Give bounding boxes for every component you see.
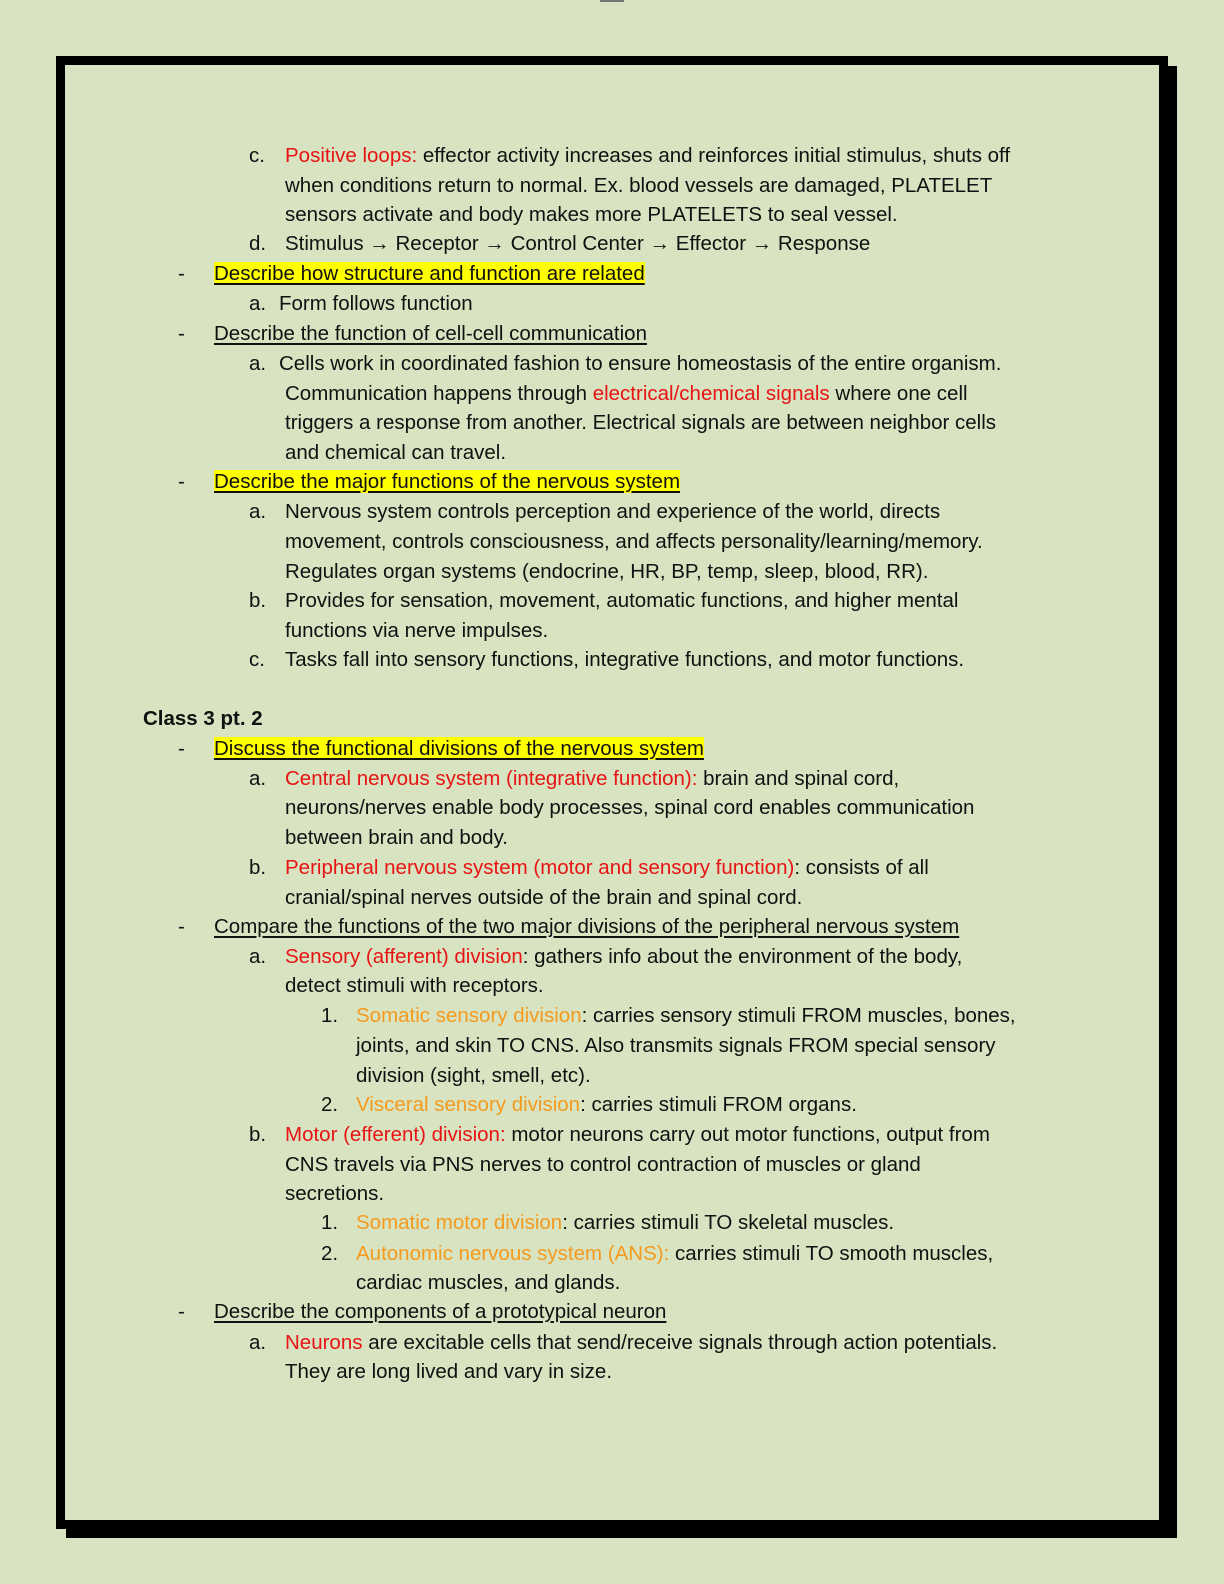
list-item-line: Nervous system controls perception and experience of the world, directs xyxy=(285,500,941,523)
list-marker: 2. xyxy=(321,1242,339,1265)
list-item-line: Motor (efferent) division: motor neurons carry out motor functions, output from xyxy=(285,1123,990,1146)
list-item-line: division (sight, smell, etc). xyxy=(356,1064,591,1087)
list-item-line: Provides for sensation, movement, automatic functions, and higher mental xyxy=(285,589,959,612)
list-item-line: Regulates organ systems (endocrine, HR, BP, temp, sleep, blood, RR). xyxy=(285,560,929,583)
list-marker: 2. xyxy=(321,1093,339,1116)
list-item-line: Somatic sensory division: carries sensory stimuli FROM muscles, bones, xyxy=(356,1004,1016,1027)
list-item-line: triggers a response from another. Electrical signals are between neighbor cells xyxy=(285,411,997,434)
section-heading: Describe the function of cell-cell communication xyxy=(214,322,647,345)
list-item-line: Positive loops: effector activity increases and reinforces initial stimulus, shuts off xyxy=(285,144,1011,167)
list-marker: 1. xyxy=(321,1004,339,1027)
list-item-line: Peripheral nervous system (motor and sensory function): consists of all xyxy=(285,856,929,879)
list-item-line: between brain and body. xyxy=(285,826,509,849)
list-item-line: Somatic motor division: carries stimuli TO skeletal muscles. xyxy=(356,1211,895,1234)
list-marker: a. xyxy=(249,1331,267,1354)
list-marker: a. xyxy=(249,500,267,523)
section-heading: Discuss the functional divisions of the nervous system xyxy=(214,737,704,760)
term: Neurons xyxy=(285,1331,363,1354)
dash-bullet: - xyxy=(178,1300,185,1323)
term: Motor (efferent) division: xyxy=(285,1123,506,1146)
list-item-line: Autonomic nervous system (ANS): carries stimuli TO smooth muscles, xyxy=(356,1242,994,1265)
list-item-line: secretions. xyxy=(285,1182,385,1205)
list-marker: b. xyxy=(249,589,267,612)
dash-bullet: - xyxy=(178,322,185,345)
list-item-line: neurons/nerves enable body processes, spinal cord enables communication xyxy=(285,796,975,819)
list-marker: d. xyxy=(249,232,267,255)
term: Somatic motor division xyxy=(356,1211,563,1234)
list-item-line: cardiac muscles, and glands. xyxy=(356,1271,621,1294)
list-item-line: Central nervous system (integrative function): brain and spinal cord, xyxy=(285,767,900,790)
class-heading: Class 3 pt. 2 xyxy=(143,707,263,730)
list-marker: a. xyxy=(249,292,267,315)
list-item-line: when conditions return to normal. Ex. blood vessels are damaged, PLATELET xyxy=(285,174,993,197)
dash-bullet: - xyxy=(178,262,185,285)
list-item-line: detect stimuli with receptors. xyxy=(285,974,544,997)
section-heading: Describe the components of a prototypical neuron xyxy=(214,1300,667,1323)
list-marker: a. xyxy=(249,767,267,790)
list-marker: b. xyxy=(249,856,267,879)
list-marker: c. xyxy=(249,648,265,671)
list-item-line: cranial/spinal nerves outside of the brain and spinal cord. xyxy=(285,886,803,909)
term: Sensory (afferent) division xyxy=(285,945,523,968)
list-marker: a. xyxy=(249,352,267,375)
list-item-line: Stimulus → Receptor → Control Center → Effector → Response xyxy=(285,232,871,255)
section-heading: Compare the functions of the two major divisions of the peripheral nervous system xyxy=(214,915,960,938)
list-item-line: sensors activate and body makes more PLATELETS to seal vessel. xyxy=(285,203,898,226)
list-item-line: Visceral sensory division: carries stimuli FROM organs. xyxy=(356,1093,857,1116)
list-item-line: Neurons are excitable cells that send/receive signals through action potentials. xyxy=(285,1331,998,1354)
list-item-line: Tasks fall into sensory functions, integrative functions, and motor functions. xyxy=(285,648,965,671)
list-marker: b. xyxy=(249,1123,267,1146)
list-item-line: Communication happens through electrical/chemical signals where one cell xyxy=(285,382,968,405)
list-item-line: They are long lived and vary in size. xyxy=(285,1360,613,1383)
list-marker: 1. xyxy=(321,1211,339,1234)
list-item-line: CNS travels via PNS nerves to control contraction of muscles or gland xyxy=(285,1153,921,1176)
list-marker: c. xyxy=(249,144,265,167)
dash-bullet: - xyxy=(178,915,185,938)
term: Peripheral nervous system (motor and sensory function) xyxy=(285,856,795,879)
list-item-line: Cells work in coordinated fashion to ensure homeostasis of the entire organism. xyxy=(279,352,1002,375)
list-item-line: Form follows function xyxy=(279,292,473,315)
term: electrical/chemical signals xyxy=(592,382,830,405)
list-item-line: Sensory (afferent) division: gathers info about the environment of the body, xyxy=(285,945,963,968)
section-heading: Describe the major functions of the nervous system xyxy=(214,470,681,493)
term: Visceral sensory division xyxy=(356,1093,581,1116)
list-item-line: joints, and skin TO CNS. Also transmits signals FROM special sensory xyxy=(356,1034,996,1057)
term: Central nervous system (integrative function): xyxy=(285,767,698,790)
term: Autonomic nervous system (ANS): xyxy=(356,1242,670,1265)
dash-bullet: - xyxy=(178,470,185,493)
dash-bullet: - xyxy=(178,737,185,760)
list-item-line: movement, controls consciousness, and affects personality/learning/memory. xyxy=(285,530,983,553)
list-item-line: and chemical can travel. xyxy=(285,441,507,464)
list-marker: a. xyxy=(249,945,267,968)
term: Somatic sensory division xyxy=(356,1004,582,1027)
section-heading: Describe how structure and function are related xyxy=(214,262,645,285)
term: Positive loops: xyxy=(285,144,418,167)
list-item-line: functions via nerve impulses. xyxy=(285,619,549,642)
